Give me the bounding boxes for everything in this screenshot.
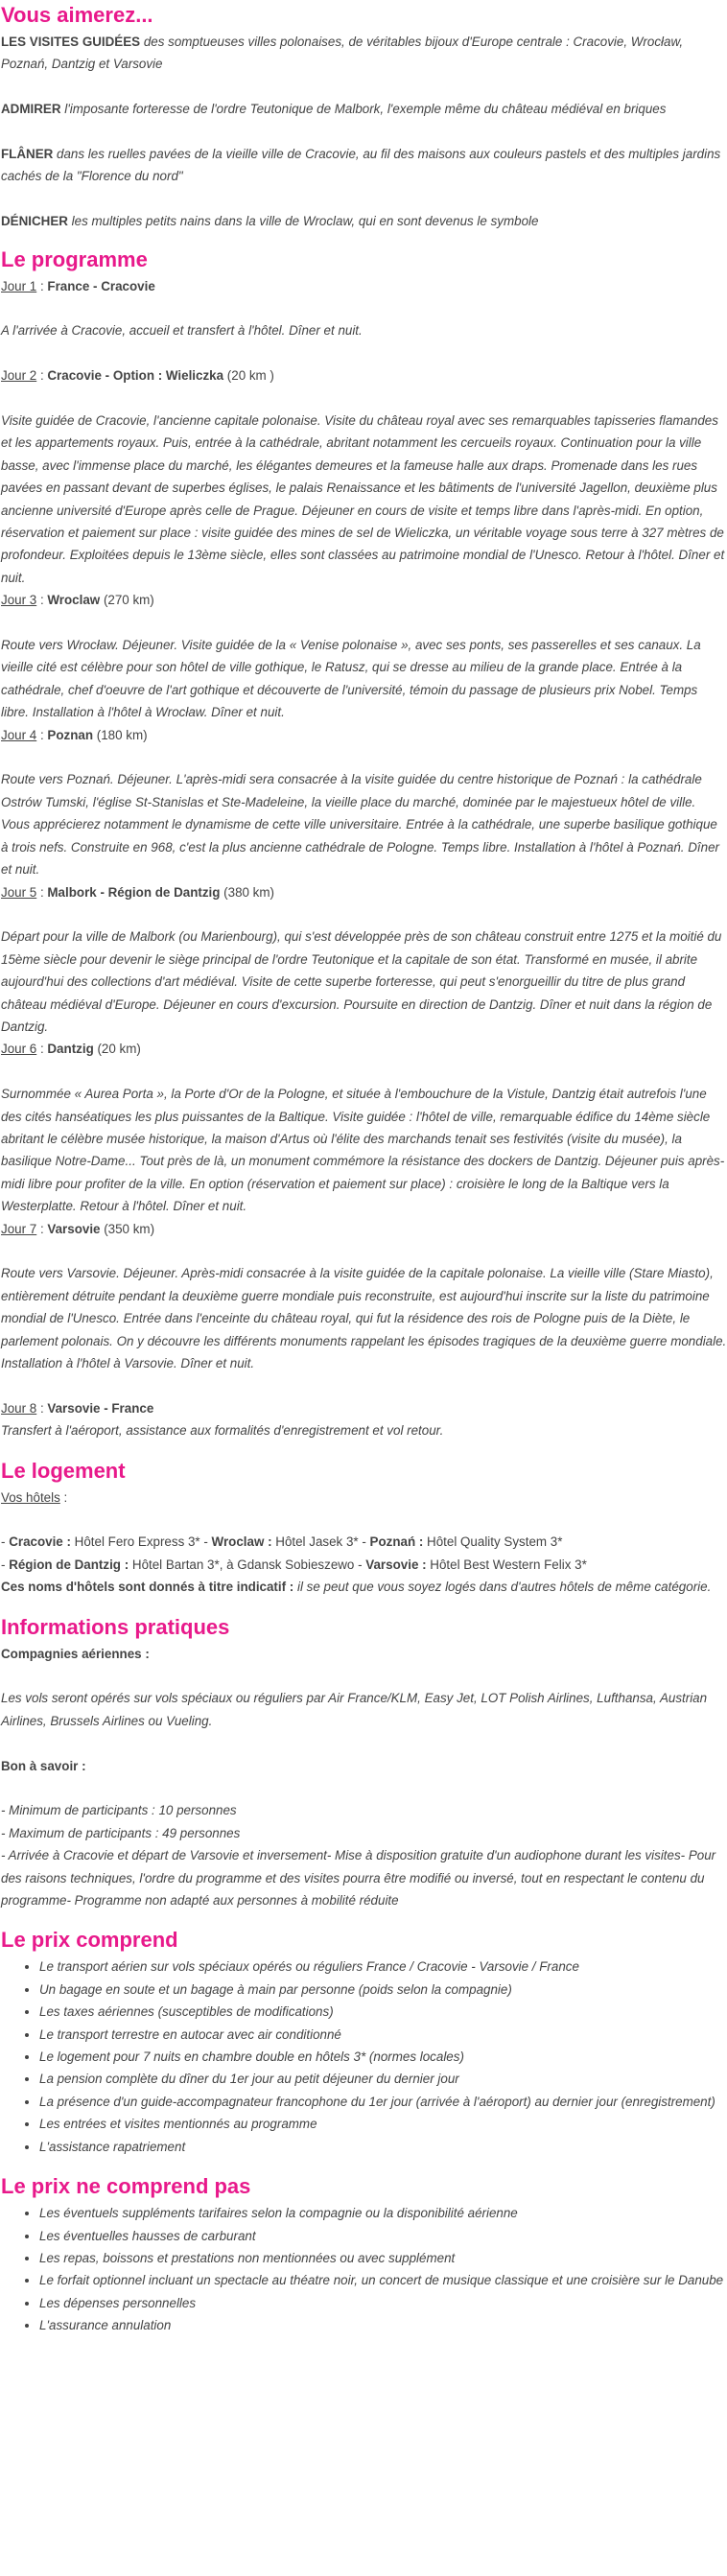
airlines-text: Les vols seront opérés sur vols spéciaux ou réguliers par Air France/KLM, Easy Jet, LOT Polish Airlines, Lufthansa, Austrian Airlines, Brussels Airlines ou Vueling. [1, 1691, 708, 1728]
list-item: • La pension complète du dîner du 1er jour au petit déjeuner du dernier jour [39, 2068, 727, 2090]
hotel-city: Cracovie : [9, 1534, 71, 1550]
hotels-note-bold: Ces noms d'hôtels sont donnés à titre indicatif : [1, 1580, 294, 1595]
day-distance: (270 km) [100, 593, 154, 608]
list-item: • L'assurance annulation [39, 2314, 727, 2336]
day-label: Jour 6 [1, 1042, 37, 1057]
day-label: Jour 4 [1, 727, 37, 742]
spacer [1, 233, 727, 245]
day-label: Jour 8 [1, 1400, 37, 1416]
spacer [1, 903, 727, 925]
day-label: Jour 7 [1, 1221, 37, 1236]
prix-comprend-list [1, 1955, 727, 2158]
day-heading: Jour 1 : France - Cracovie [1, 278, 155, 293]
spacer [1, 612, 727, 634]
spacer [1, 1240, 727, 1262]
day-distance: (20 km ) [223, 368, 274, 384]
list-item: • Les éventuelles hausses de carburant [39, 2225, 727, 2247]
list-item: • Le transport aérien sur vols spéciaux opérés ou réguliers France / Cracovie - Varsovie / France [39, 1955, 727, 1978]
day-route: Malbork - Région de Dantzig [47, 884, 221, 900]
spacer [1, 1732, 727, 1754]
day-route: Poznan [47, 727, 94, 742]
hotels-note [1, 1576, 727, 1598]
highlight-lead: ADMIRER [1, 102, 61, 117]
highlight-item [1, 98, 727, 120]
section-title-infos: Informations pratiques [1, 1614, 230, 1639]
day-label: Jour 2 [1, 368, 37, 384]
spacer [1, 1509, 727, 1531]
hotel-text: Hôtel Jasek 3* - [271, 1534, 370, 1550]
section-title-prix-ne-comprend: Le prix ne comprend pas [1, 2174, 251, 2199]
section-title-programme: Le programme [1, 246, 148, 271]
highlight-text: les multiples petits nains dans la ville de Wroclaw, qui en sont devenus le symbole [67, 214, 539, 229]
spacer [1, 1374, 727, 1396]
spacer [1, 121, 727, 143]
highlight-item [1, 210, 727, 232]
hotel-text: - [1, 1534, 10, 1550]
highlight-lead: DÉNICHER [1, 214, 68, 229]
section-title-prix-comprend: Le prix comprend [1, 1928, 178, 1953]
prix-ne-comprend-list [1, 2202, 727, 2336]
hotels-line-1 [1, 1531, 727, 1553]
hotel-text: Hôtel Fero Express 3* - [70, 1534, 212, 1550]
bon-a-savoir-line: - Arrivée à Cracovie et départ de Varsovie et inversement- Mise à disposition gratuite d'un audiophone durant les visites- Pour des raisons techniques, l'ordre du programme et des visites pourra être modifié ou inversé, tout en respectant le contenu du programme- Programme non adapté aux personnes à mobilité réduite [1, 1848, 716, 1909]
day-route: Wroclaw [47, 593, 101, 608]
day-text: Route vers Wrocław. Déjeuner. Visite guidée de la « Venise polonaise », avec ses ponts, ses passerelles et ses canaux. La vieille cité est célèbre pour son hôtel de ville gothique, le Ratusz, qui se dresse au milieu de la grande place. Entrée à la cathédrale, chef d'oeuvre de l'art gothique et découverte de l'université, témoin du passage de plusieurs prix Nobel. Temps libre. Installation à l'hôtel à Wrocław. Dîner et nuit. [1, 638, 701, 720]
spacer [1, 2158, 727, 2171]
spacer [1, 1911, 727, 1925]
hotel-text: Hôtel Quality System 3* [423, 1534, 563, 1550]
list-item: • Les entrées et visites mentionnés au programme [39, 2113, 727, 2135]
section-prix-comprend [1, 1925, 727, 2158]
day-distance: (380 km) [220, 884, 274, 900]
airlines-title: Compagnies aériennes : [1, 1646, 150, 1661]
day-distance: (20 km) [93, 1042, 141, 1057]
day-heading: Jour 3 : Wroclaw (270 km) [1, 593, 154, 608]
day-route: France - Cracovie [47, 278, 155, 293]
day-label: Jour 1 [1, 278, 37, 293]
day-heading: Jour 5 : Malbork - Région de Dantzig (380 km) [1, 884, 274, 900]
bon-a-savoir-line: - Maximum de participants : 49 personnes [1, 1825, 241, 1840]
spacer [1, 1599, 727, 1612]
hotels-line-2 [1, 1554, 727, 1576]
section-infos [1, 1612, 727, 1912]
highlight-text: dans les ruelles pavées de la vieille ville de Cracovie, au fil des maisons aux couleurs pastels et des multiples jardins cachés de la "Florence du nord" [1, 147, 721, 184]
highlight-lead: LES VISITES GUIDÉES [1, 35, 141, 49]
day-route: Varsovie - France [47, 1400, 154, 1416]
day-text: Départ pour la ville de Malbork (ou Marienbourg), qui s'est développée près de son château construit entre 1275 et la moitié du 15ème siècle pour devenir le siège principal de l'ordre Teutonique et la capitale de son état. Transformé en musée, il abrite aujourd'hui des collections d'art médiéval. Visite de cette superbe forteresse, qui peut s'enorgueillir du titre de plus grand château médiéval d'Europe. Déjeuner en cours d'excursion. Poursuite en direction de Dantzig. Dîner et nuit dans la région de Dantzig. [1, 929, 722, 1034]
spacer [1, 188, 727, 210]
day-label: Jour 3 [1, 593, 37, 608]
day-text: Visite guidée de Cracovie, l'ancienne capitale polonaise. Visite du château royal avec ses remarquables tapisseries flamandes et les appartements royaux. Puis, entrée à la cathédrale, abritant notamment les cercueils royaux. Continuation pour la ville basse, avec l'immense place du marché, les élégantes demeures et la fameuse halle aux draps. Promenade dans les rues pavées en passant devant de superbes églises, le palais Renaissance et les bâtiments de l'université Jagellon, deuxième plus ancienne université d'Europe après celle de Prague. Déjeuner en cours de visite et temps libre dans l'après-midi. En option, réservation et paiement sur place : visite guidée des mines de sel de Wieliczka, un véritable voyage sous terre à 327 mètres de profondeur. Exploitées depuis le 13ème siècle, elles sont classées au patrimoine mondial de l'Unesco. Retour à l'hôtel. Dîner et nuit. [1, 413, 725, 585]
day-heading: Jour 4 : Poznan (180 km) [1, 727, 148, 742]
spacer [1, 1442, 727, 1456]
day-distance: (350 km) [100, 1221, 155, 1236]
bon-a-savoir-line: - Minimum de participants : 10 personnes [1, 1803, 237, 1818]
hotel-text: Hôtel Bartan 3*, à Gdansk Sobieszewo - [129, 1557, 366, 1572]
hotels-subtitle-suffix: : [59, 1489, 68, 1505]
spacer [1, 746, 727, 768]
day-distance: (180 km) [93, 727, 148, 742]
highlight-item [1, 31, 727, 76]
day-heading: Jour 6 : Dantzig (20 km) [1, 1042, 141, 1057]
hotels-subtitle [1, 1487, 727, 1509]
highlight-lead: FLÂNER [1, 147, 54, 161]
hotel-city: Poznań : [369, 1534, 424, 1550]
list-item: • Les éventuels suppléments tarifaires selon la compagnie ou la disponibilité aérienne [39, 2202, 727, 2224]
spacer [1, 1777, 727, 1799]
list-item: • Le logement pour 7 nuits en chambre double en hôtels 3* (normes locales) [39, 2046, 727, 2068]
highlight-text: l'imposante forteresse de l'ordre Teutonique de Malbork, l'exemple même du château médiéval en briques [60, 102, 667, 117]
day-label: Jour 5 [1, 884, 37, 900]
highlight-text: des somptueuses villes polonaises, de véritables bijoux d'Europe centrale : Cracovie, Wrocław, Poznań, Dantzig et Varsovie [1, 35, 684, 72]
list-item: • Les taxes aériennes (susceptibles de modifications) [39, 2001, 727, 2023]
day-heading: Jour 7 : Varsovie (350 km) [1, 1221, 155, 1236]
list-item: • La présence d'un guide-accompagnateur francophone du 1er jour (arrivée à l'aéroport) au dernier jour (enregistrement) [39, 2091, 727, 2113]
day-heading: Jour 8 : Varsovie - France [1, 1400, 154, 1416]
day-route: Cracovie - Option : Wieliczka [47, 368, 224, 384]
day-text: A l'arrivée à Cracovie, accueil et transfert à l'hôtel. Dîner et nuit. [1, 323, 363, 339]
spacer [1, 1061, 727, 1083]
list-item: • Un bagage en soute et un bagage à main par personne (poids selon la compagnie) [39, 1979, 727, 2001]
day-route: Varsovie [47, 1221, 101, 1236]
list-item: • Le forfait optionnel incluant un spectacle au théatre noir, un concert de musique classique et une croisière sur le Danube [39, 2269, 727, 2291]
section-prix-ne-comprend [1, 2171, 727, 2336]
day-heading: Jour 2 : Cracovie - Option : Wieliczka (20 km ) [1, 368, 274, 384]
hotel-city: Région de Dantzig : [9, 1557, 129, 1572]
list-item: • Les repas, boissons et prestations non mentionnées ou avec supplément [39, 2247, 727, 2269]
section-programme [1, 245, 727, 1442]
highlight-item [1, 143, 727, 188]
spacer [1, 387, 727, 410]
day-text: Route vers Poznań. Déjeuner. L'après-midi sera consacrée à la visite guidée du centre historique de Poznań : la cathédrale Ostrów Tumski, l'église St-Stanislas et Ste-Madeleine, la vieille place du marché, dominée par le majestueux hôtel de ville. Vous apprécierez notamment le dynamisme de cette ville universitaire. Entrée à la cathédrale, une superbe basilique gothique à trois nefs. Construite en 968, c'est la plus ancienne cathédrale de Pologne. Temps libre. Installation à l'hôtel à Poznań. Dîner et nuit. [1, 772, 719, 878]
hotel-text: - [1, 1557, 10, 1572]
hotels-subtitle-text: Vos hôtels [1, 1489, 60, 1505]
section-title-logement: Le logement [1, 1458, 126, 1483]
section-logement [1, 1456, 727, 1599]
section-vous-aimerez [1, 0, 727, 233]
hotel-text: Hôtel Best Western Felix 3* [426, 1557, 587, 1572]
list-item: • Les dépenses personnelles [39, 2292, 727, 2314]
spacer [1, 76, 727, 98]
bon-a-savoir-title: Bon à savoir : [1, 1758, 86, 1773]
day-text: Surnommée « Aurea Porta », la Porte d'Or de la Pologne, et située à l'embouchure de la Vistule, Dantzig était autrefois l'une des cités hanséatiques les plus puissantes de la Baltique. Visite guidée : l'hôtel de ville, remarquable édifice du 14ème siècle abritant le célèbre musée historique, la maison d'Artus où l'élite des marchands tenait ses festivités (visite du musée), la basilique Notre-Dame... Tout près de là, un monument commémore la résistance des dockers de Dantzig. Déjeuner puis après-midi libre pour profiter de la ville. En option (réservation et paiement sur place) : croisière le long de la Baltique vers la Westerplatte. Retour à l'hôtel. Dîner et nuit. [1, 1087, 725, 1214]
spacer [1, 1665, 727, 1687]
spacer [1, 297, 727, 319]
day-text: Route vers Varsovie. Déjeuner. Après-midi consacrée à la visite guidée de la capitale polonaise. La vieille ville (Stare Miasto), entièrement détruite pendant la deuxième guerre mondiale puis reconstruite, est aujourd'hui inscrite sur la liste du patrimoine mondial de l'Unesco. Entrée dans l'enceinte du château royal, qui fut la résidence des rois de Pologne puis de la Diète, le parlement polonais. On y découvre les différents monuments rappelant les épisodes tragiques de la deuxième guerre mondiale. Installation à l'hôtel à Varsovie. Dîner et nuit. [1, 1266, 727, 1370]
list-item: • L'assistance rapatriement [39, 2136, 727, 2158]
hotels-note-text: il se peut que vous soyez logés dans d'autres hôtels de même catégorie. [293, 1580, 712, 1595]
day-text: Transfert à l'aéroport, assistance aux formalités d'enregistrement et vol retour. [1, 1423, 444, 1439]
list-item: • Le transport terrestre en autocar avec air conditionné [39, 2024, 727, 2046]
day-route: Dantzig [47, 1042, 94, 1057]
section-title-vous-aimerez: Vous aimerez... [1, 3, 153, 27]
hotel-city: Varsovie : [365, 1557, 427, 1572]
hotel-city: Wroclaw : [211, 1534, 272, 1550]
spacer [1, 342, 727, 364]
